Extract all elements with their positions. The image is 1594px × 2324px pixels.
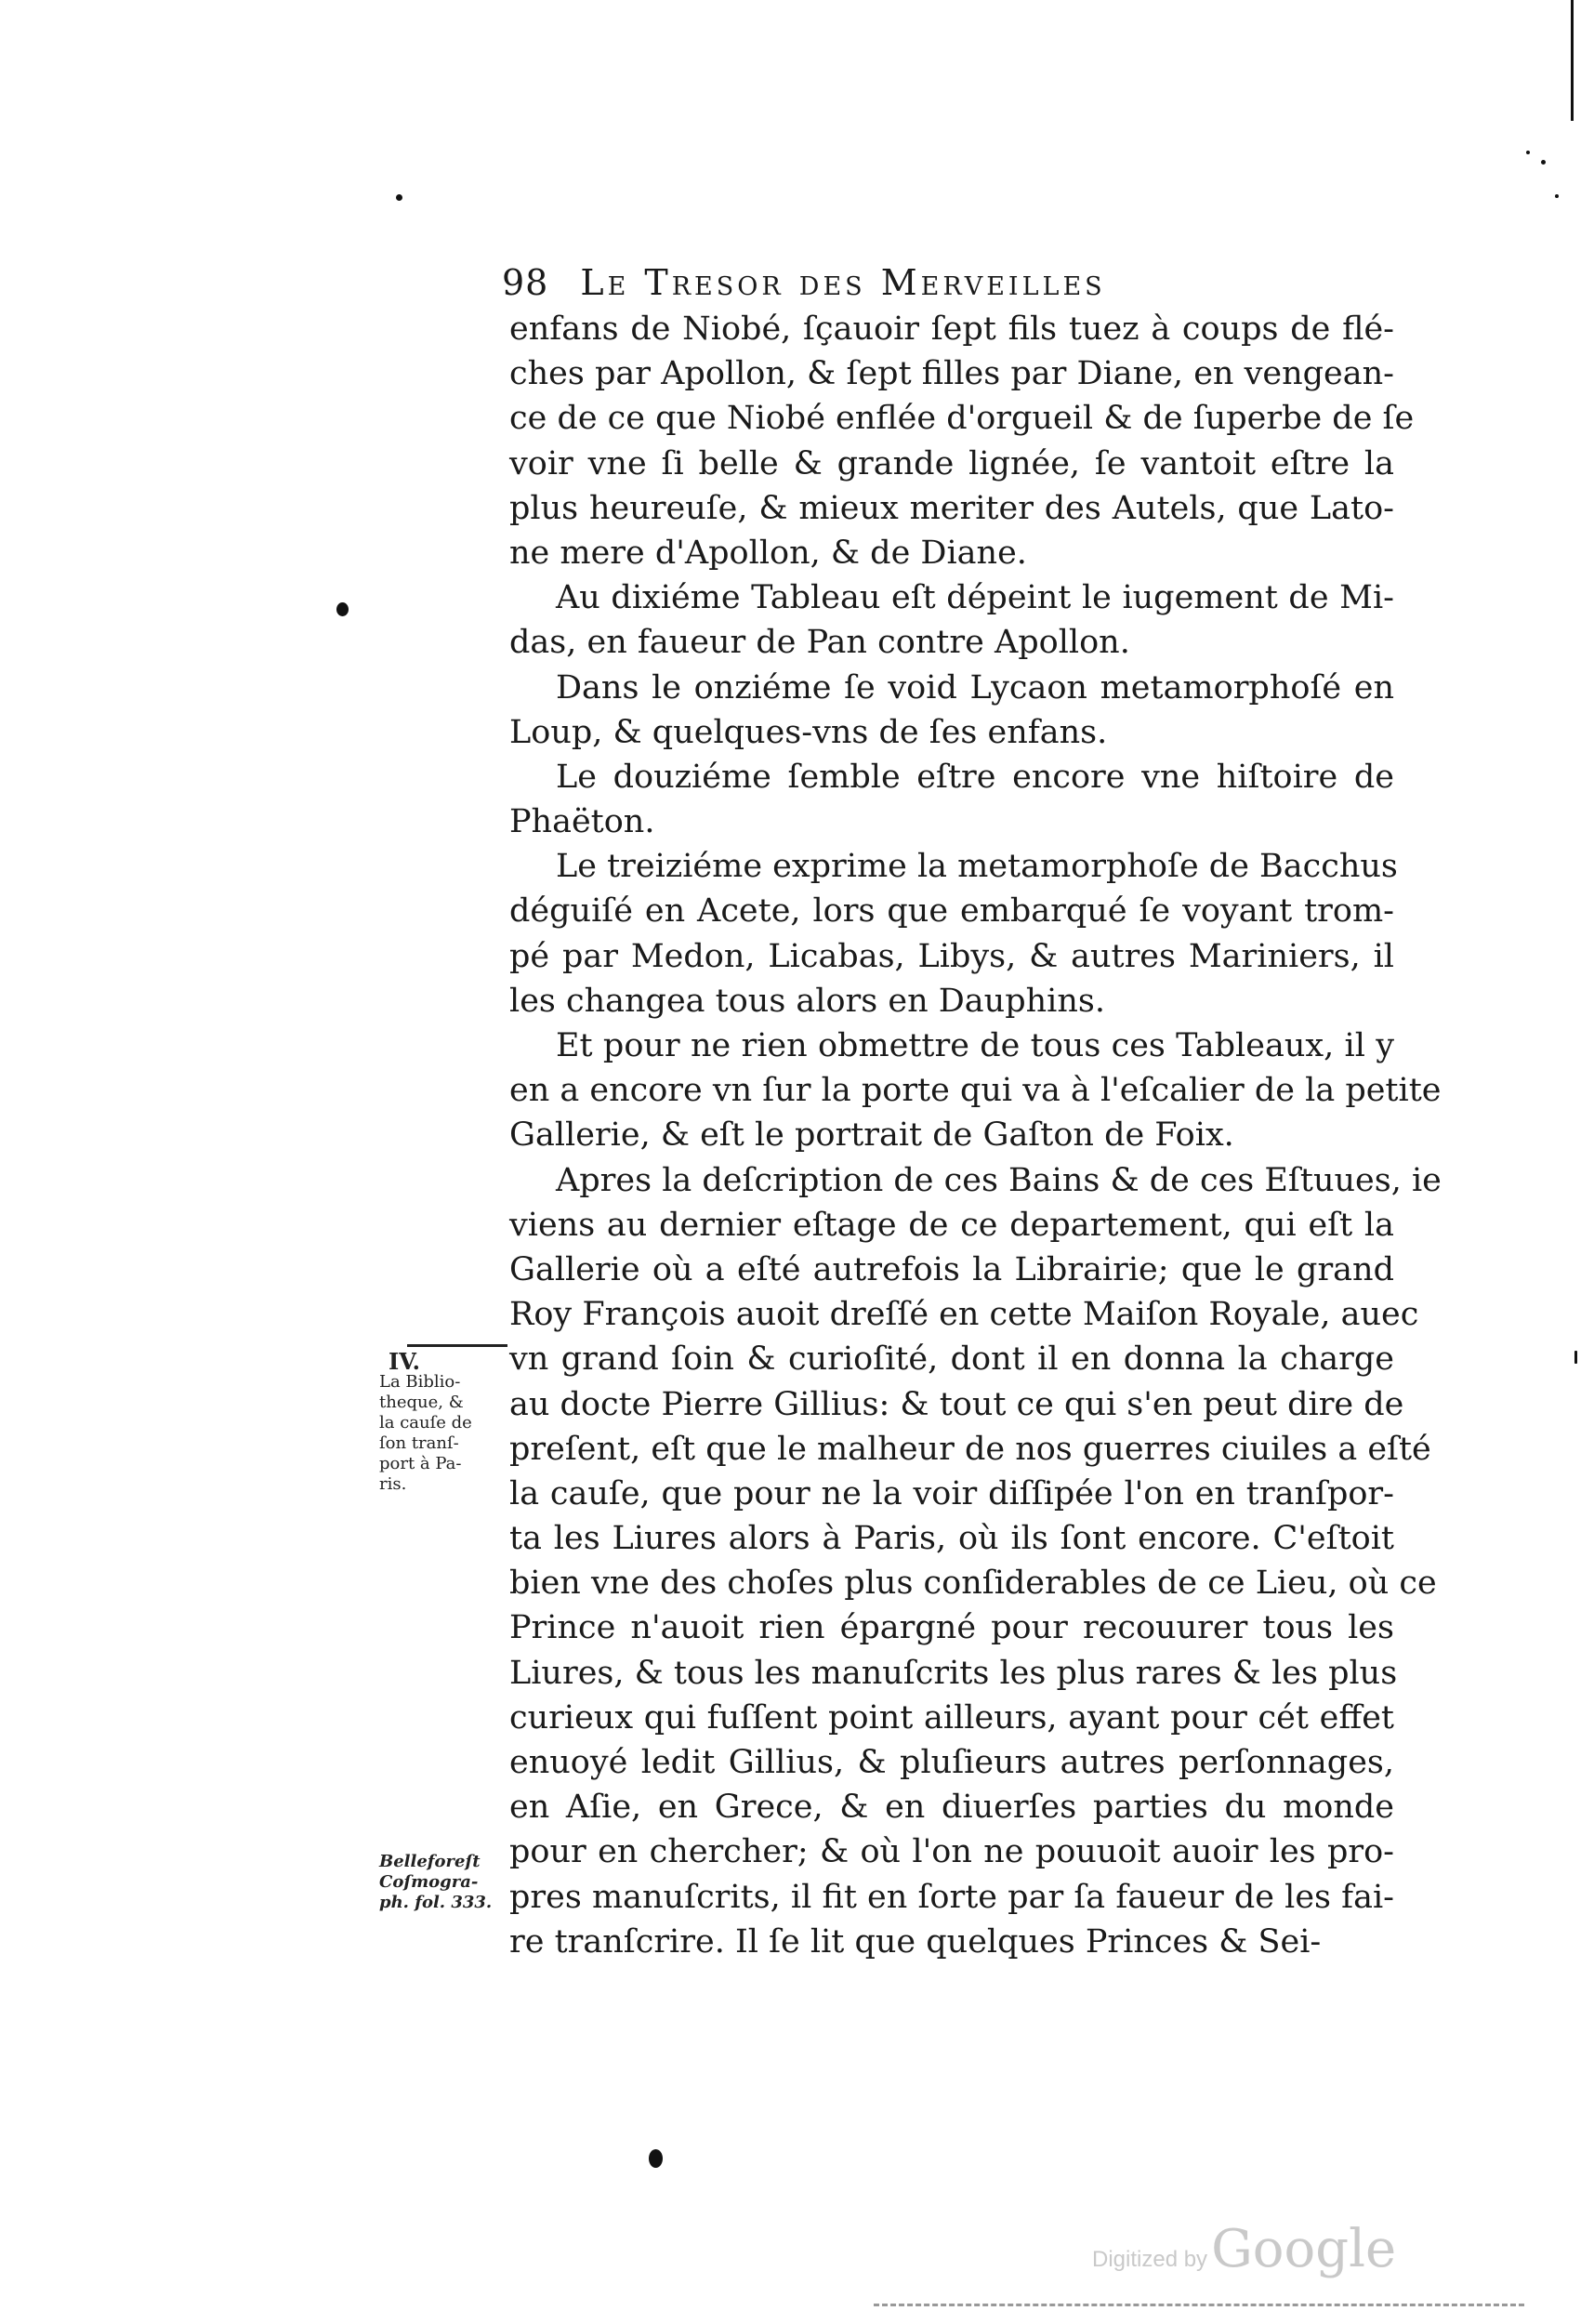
text-line: Liures, & tous les manuſcrits les plus rares & les plus <box>509 1654 1398 1692</box>
text-line: enfans de Niobé, ſçauoir ſept fils tuez à coups de flé- <box>509 310 1394 348</box>
text-line: Gallerie où a eſté autrefois la Librairie; que le grand <box>509 1250 1394 1288</box>
margin-note-line: La Biblio- <box>379 1372 461 1392</box>
text-line: Le douziéme ſemble eſtre encore vne hiſtoire de <box>556 758 1394 796</box>
body-text <box>509 307 1442 1964</box>
text-line: Prince n'auoit rien épargné pour recouurer tous les <box>509 1609 1394 1647</box>
text-line: en Aſie, en Grece, & en diuerſes parties du monde <box>509 1789 1394 1827</box>
text-line: curieux qui fuſſent point ailleurs, ayant pour cét effet <box>509 1698 1394 1736</box>
scan-bottom-artifact <box>874 2304 1524 2310</box>
text-line: Loup, & quelques-vns de ſes enfans. <box>509 713 1108 751</box>
text-line: viens au dernier eſtage de ce departement, qui eſt la <box>509 1206 1394 1244</box>
text-line: enuoyé ledit Gillius, & pluſieurs autres perſonnages, <box>509 1744 1394 1781</box>
section-numeral: IV. <box>389 1348 421 1375</box>
ink-speck <box>336 602 349 616</box>
text-line: pé par Medon, Licabas, Libys, & autres Mariniers, il <box>509 937 1394 975</box>
text-line: das, en faueur de Pan contre Apollon. <box>509 624 1130 662</box>
scan-edge-artifact <box>1571 0 1574 121</box>
text-line: vn grand ſoin & curioſité, dont il en donna la charge <box>509 1340 1394 1379</box>
text-line: Au dixiéme Tableau eſt dépeint le iugement de Mi- <box>556 579 1394 617</box>
text-line: ches par Apollon, & ſept filles par Diane, en vengean- <box>509 355 1394 393</box>
text-line: pres manuſcrits, il fit en ſorte par ſa faueur de les fai- <box>509 1878 1394 1916</box>
margin-note-line: ris. <box>379 1474 407 1494</box>
text-line: les changea tous alors en Dauphins. <box>509 982 1105 1020</box>
digitized-by-text: Digitized by <box>1092 2247 1208 2272</box>
citation-line: ph. fol. 333. <box>379 1893 493 1912</box>
text-line: au docte Pierre Gillius: & tout ce qui s'en peut dire de <box>509 1385 1404 1423</box>
text-line: la cauſe, que pour ne la voir diſſipée l'on en tranſpor- <box>509 1474 1394 1512</box>
margin-note-line: la cauſe de <box>379 1413 472 1433</box>
ink-speck <box>1526 151 1530 154</box>
text-line: ne mere d'Apollon, & de Diane. <box>509 534 1027 572</box>
margin-note-citation <box>379 1852 509 1913</box>
running-title: Le Tresor des Merveilles <box>580 262 1106 303</box>
citation-line: Coſmogra- <box>379 1872 479 1892</box>
text-line: re tranſcrire. Il ſe lit que quelques Princes & Sei- <box>509 1922 1322 1961</box>
margin-note-line: port à Pa- <box>379 1454 462 1473</box>
text-line: plus heureuſe, & mieux meriter des Autels, que Lato- <box>509 489 1394 527</box>
text-line: Le treiziéme exprime la metamorphoſe de Bacchus <box>556 848 1398 886</box>
ink-speck <box>649 2149 663 2168</box>
ink-speck <box>1555 194 1559 198</box>
citation-line: Belleforeſt <box>379 1852 481 1871</box>
text-line: Dans le onziéme ſe void Lycaon metamorphoſé en <box>556 668 1394 706</box>
text-line: preſent, eſt que le malheur de nos guerres ciuiles a eſté <box>509 1430 1431 1468</box>
page-number: 98 <box>502 262 549 303</box>
margin-note-library <box>379 1348 509 1495</box>
text-line: bien vne des choſes plus conſiderables de ce Lieu, où ce <box>509 1565 1437 1603</box>
text-line: pour en chercher; & où l'on ne pouuoit auoir les pro- <box>509 1833 1394 1871</box>
ink-speck <box>1541 160 1546 165</box>
text-line: Et pour ne rien obmettre de tous ces Tableaux, il y <box>556 1027 1394 1064</box>
ink-speck <box>396 194 402 201</box>
text-line: ta les Liures alors à Paris, où ils ſont encore. C'eſtoit <box>509 1520 1394 1558</box>
google-logo: Google <box>1211 2219 1397 2279</box>
text-line: en a encore vn ſur la porte qui va à l'eſcalier de la petite <box>509 1072 1442 1110</box>
text-line: déguiſé en Acete, lors que embarqué ſe voyant trom- <box>509 892 1394 931</box>
running-header <box>502 262 1394 303</box>
text-line: Phaëton. <box>509 803 655 841</box>
margin-rule <box>407 1344 507 1347</box>
margin-note-line: theque, & <box>379 1393 464 1412</box>
text-line: voir vne ſi belle & grande lignée, ſe vantoit eſtre la <box>509 444 1394 482</box>
text-line: Roy François auoit dreſſé en cette Maiſon Royale, auec <box>509 1296 1419 1334</box>
text-line: Apres la deſcription de ces Bains & de ces Eſtuues, ie <box>556 1161 1442 1199</box>
margin-note-line: ſon tranſ- <box>379 1433 459 1453</box>
text-line: Gallerie, & eſt le portrait de Gaſton de Foix. <box>509 1116 1234 1155</box>
digitized-watermark <box>1092 2219 1396 2279</box>
text-line: ce de ce que Niobé enflée d'orgueil & de ſuperbe de ſe <box>509 400 1415 438</box>
ink-speck <box>1574 1351 1577 1364</box>
